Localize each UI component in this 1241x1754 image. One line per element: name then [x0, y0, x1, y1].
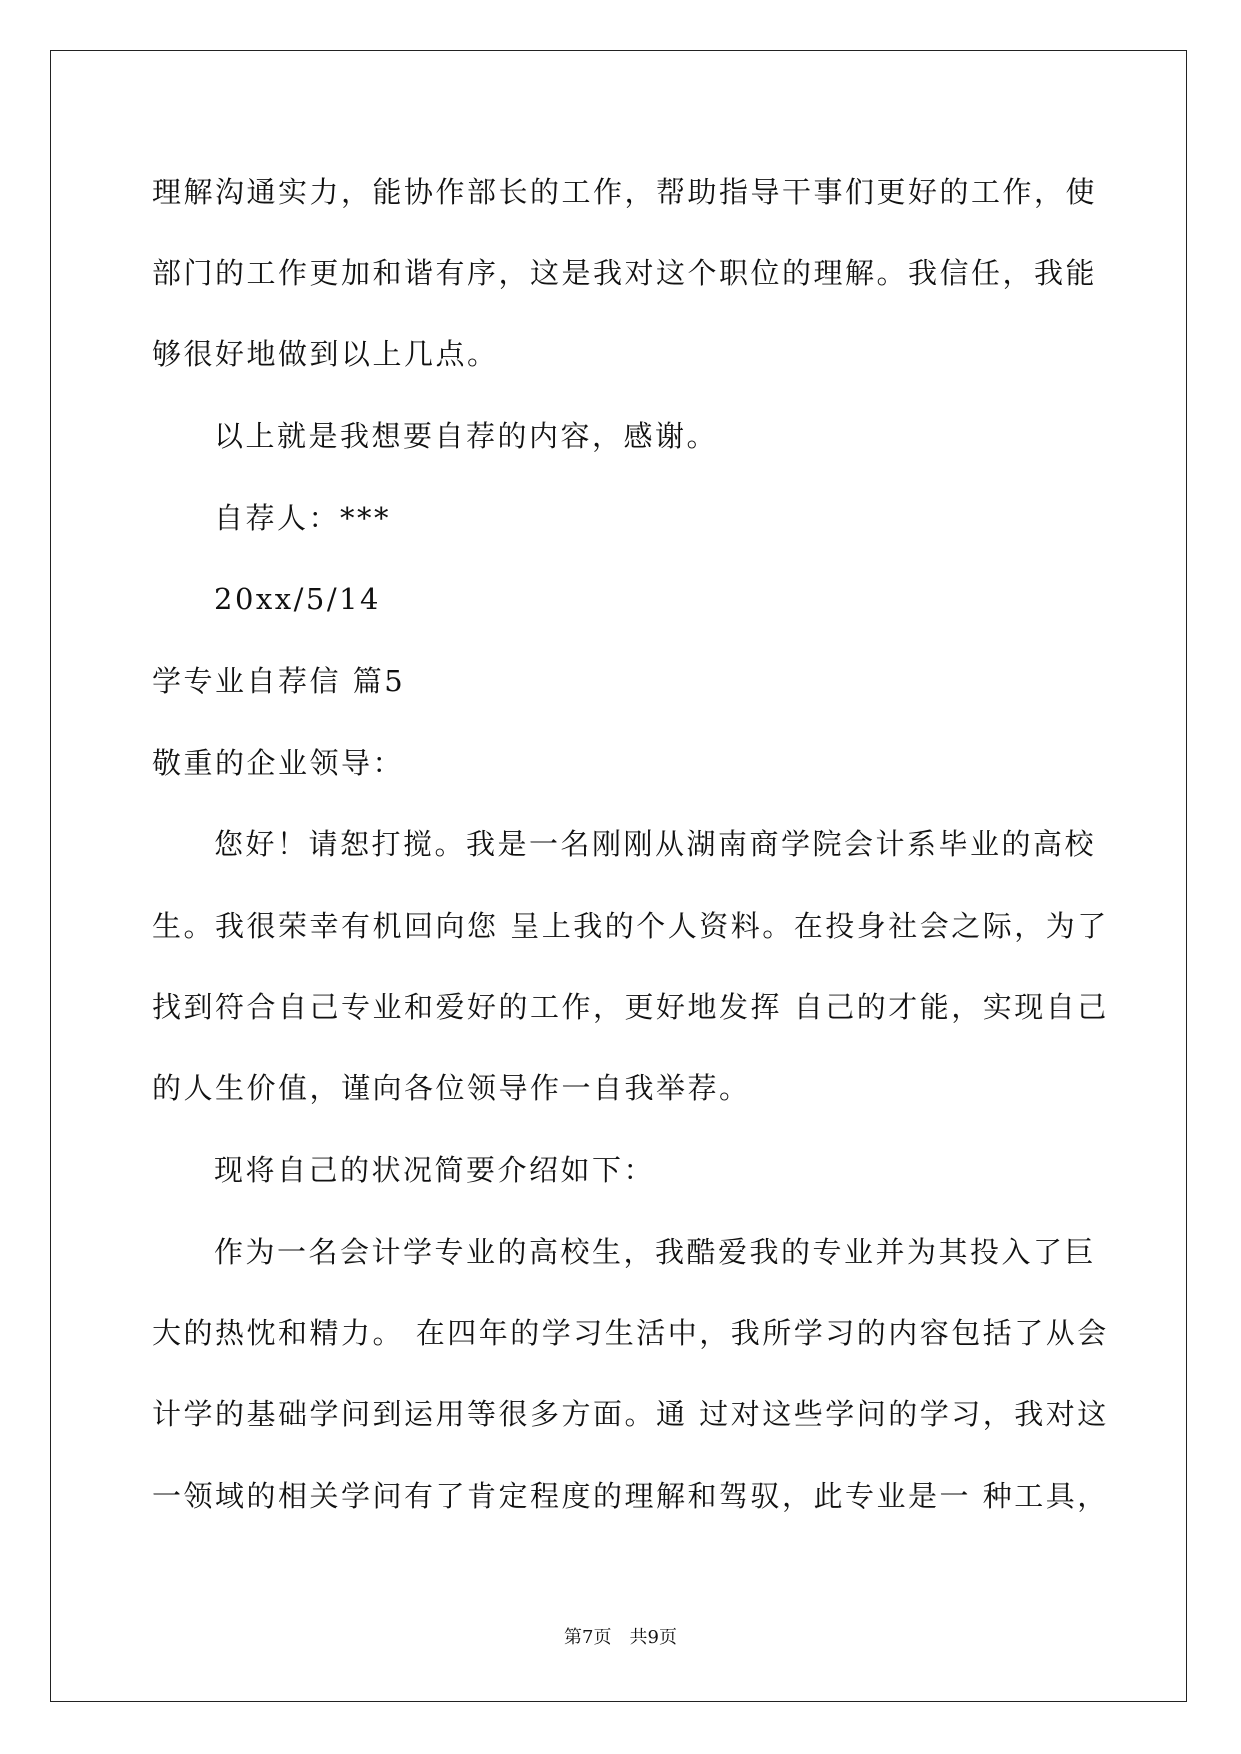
page-number-footer: 第7页 共9页	[564, 1627, 677, 1648]
body-line: 大的热忱和精力。 在四年的学习生活中，我所学习的内容包括了从会	[152, 1316, 1109, 1350]
body-line: 生。我很荣幸有机回向您 呈上我的个人资料。在投身社会之际，为了	[152, 909, 1109, 943]
body-line: 现将自己的状况简要介绍如下：	[214, 1153, 656, 1187]
body-line: 作为一名会计学专业的高校生，我酷爱我的专业并为其投入了巨	[214, 1235, 1097, 1269]
closing-line: 以上就是我想要自荐的内容，感谢。	[214, 419, 719, 453]
date-line: 20xx/5/14	[214, 582, 382, 616]
body-line: 够很好地做到以上几点。	[152, 337, 499, 371]
signature-line: 自荐人：***	[214, 501, 392, 535]
salutation-line: 敬重的企业领导：	[152, 746, 405, 780]
body-line: 您好！请恕打搅。我是一名刚刚从湖南商学院会计系毕业的高校	[214, 827, 1097, 861]
body-line: 计学的基础学问到运用等很多方面。通 过对这些学问的学习，我对这	[152, 1397, 1109, 1431]
body-line: 部门的工作更加和谐有序，这是我对这个职位的理解。我信任，我能	[152, 256, 1098, 290]
body-line: 理解沟通实力，能协作部长的工作，帮助指导干事们更好的工作，使	[152, 175, 1098, 209]
section-heading: 学专业自荐信 篇5	[152, 664, 406, 698]
page-border	[50, 50, 1187, 1702]
body-line: 的人生价值，谨向各位领导作一自我举荐。	[152, 1071, 751, 1105]
body-line: 找到符合自己专业和爱好的工作，更好地发挥 自己的才能，实现自己	[152, 990, 1109, 1024]
body-line: 一领域的相关学问有了肯定程度的理解和驾驭，此专业是一 种工具，	[152, 1479, 1109, 1513]
